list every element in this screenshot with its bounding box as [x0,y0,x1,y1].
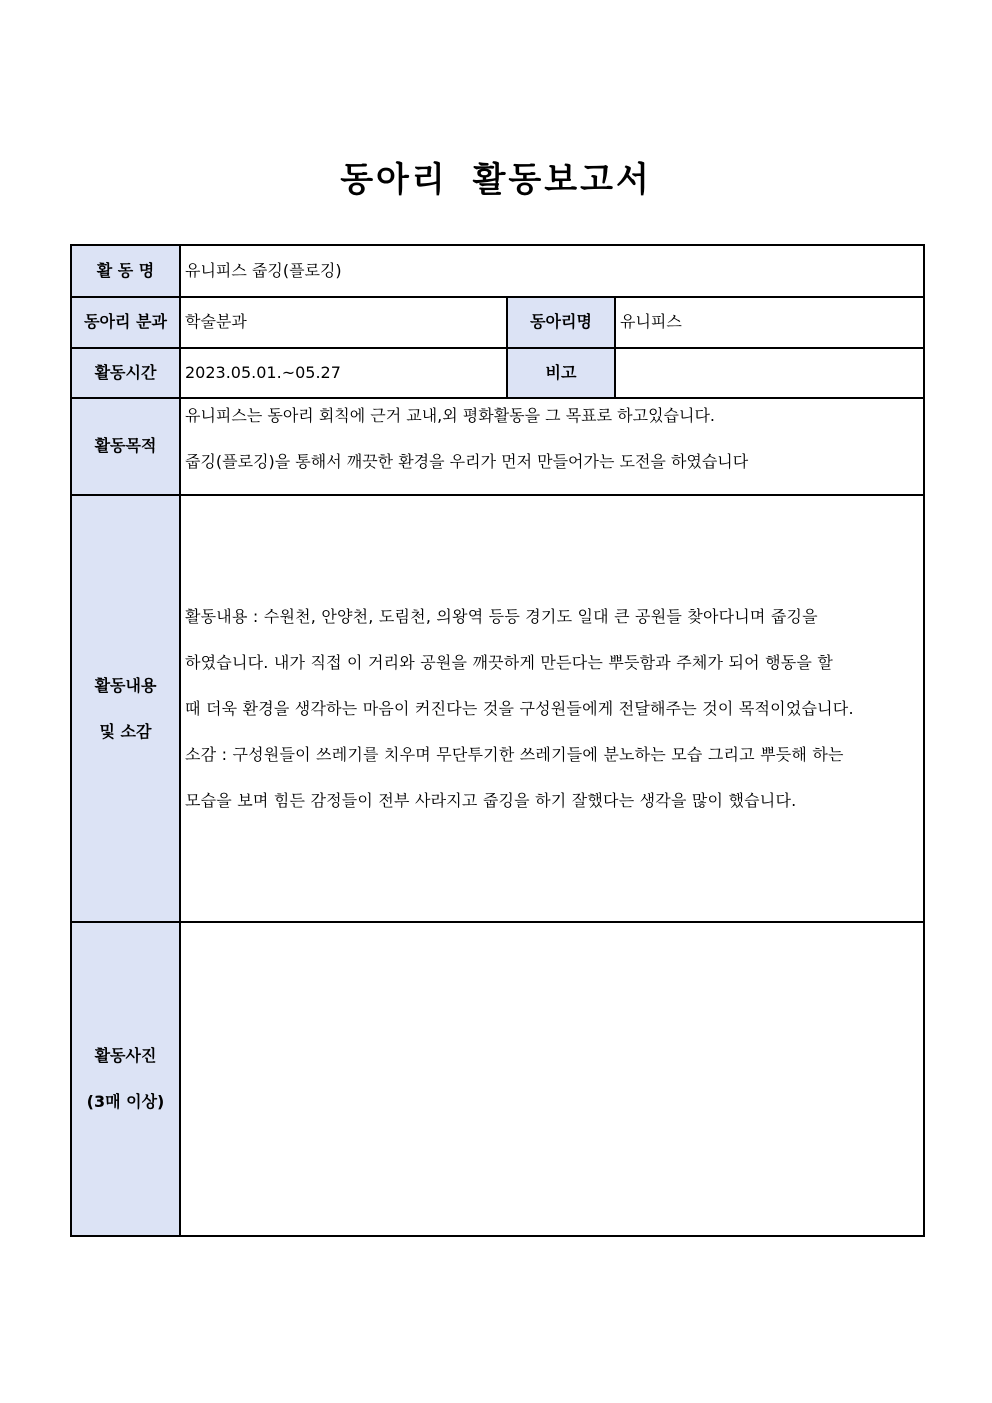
activity-time-label: 활동시간 [71,348,180,398]
purpose-line-1: 유니피스는 동아리 회칙에 근거 교내,외 평화활동을 그 목표로 하고있습니다. [185,405,715,425]
purpose-label: 활동목적 [71,398,180,495]
document-title: 동아리 활동보고서 [340,160,652,200]
content-line-3: 때 더욱 환경을 생각하는 마음이 커진다는 것을 구성원들에게 전달해주는 것이 목적이었습니다. [185,698,854,718]
club-name-value: 유니피스 [615,297,924,348]
row-content [71,495,924,922]
row-purpose [71,398,924,495]
row-photos [71,922,924,1236]
activity-name-value: 유니피스 줍깅(플로깅) [180,245,924,297]
purpose-line-2: 줍깅(플로깅)을 통해서 깨끗한 환경을 우리가 먼저 만들어가는 도전을 하였습니다 [185,451,749,471]
content-label-line-1: 활동내용 [94,675,157,695]
photos-value [180,922,924,1236]
content-line-4: 소감 : 구성원들이 쓰레기를 치우며 무단투기한 쓰레기들에 분노하는 모습 그리고 뿌듯해 하는 [185,744,844,764]
row-club-info [71,297,924,348]
remarks-label: 비고 [507,348,615,398]
activity-name-label: 활 동 명 [71,245,180,297]
purpose-value [180,398,924,495]
photos-label-line-1: 활동사진 [94,1046,157,1065]
remarks-value [615,348,924,398]
content-line-1: 활동내용 : 수원천, 안양천, 도림천, 의왕역 등등 경기도 일대 큰 공원들 찾아다니며 줍깅을 [185,606,818,626]
content-value [180,495,924,922]
content-label-line-2: 및 소감 [99,721,152,741]
club-division-value: 학술분과 [180,297,507,348]
photos-label [71,922,180,1236]
activity-time-value: 2023.05.01.~05.27 [180,348,507,398]
content-line-2: 하였습니다. 내가 직접 이 거리와 공원을 깨끗하게 만든다는 뿌듯함과 주체가 되어 행동을 할 [185,652,833,672]
content-label [71,495,180,922]
activity-report-table [70,244,925,1237]
club-division-label: 동아리 분과 [71,297,180,348]
photos-label-line-2: (3매 이상) [86,1092,165,1111]
row-activity-time [71,348,924,398]
content-line-5: 모습을 보며 힘든 감정들이 전부 사라지고 줍깅을 하기 잘했다는 생각을 많이 했습니다. [185,790,797,810]
row-activity-name [71,245,924,297]
club-name-label: 동아리명 [507,297,615,348]
